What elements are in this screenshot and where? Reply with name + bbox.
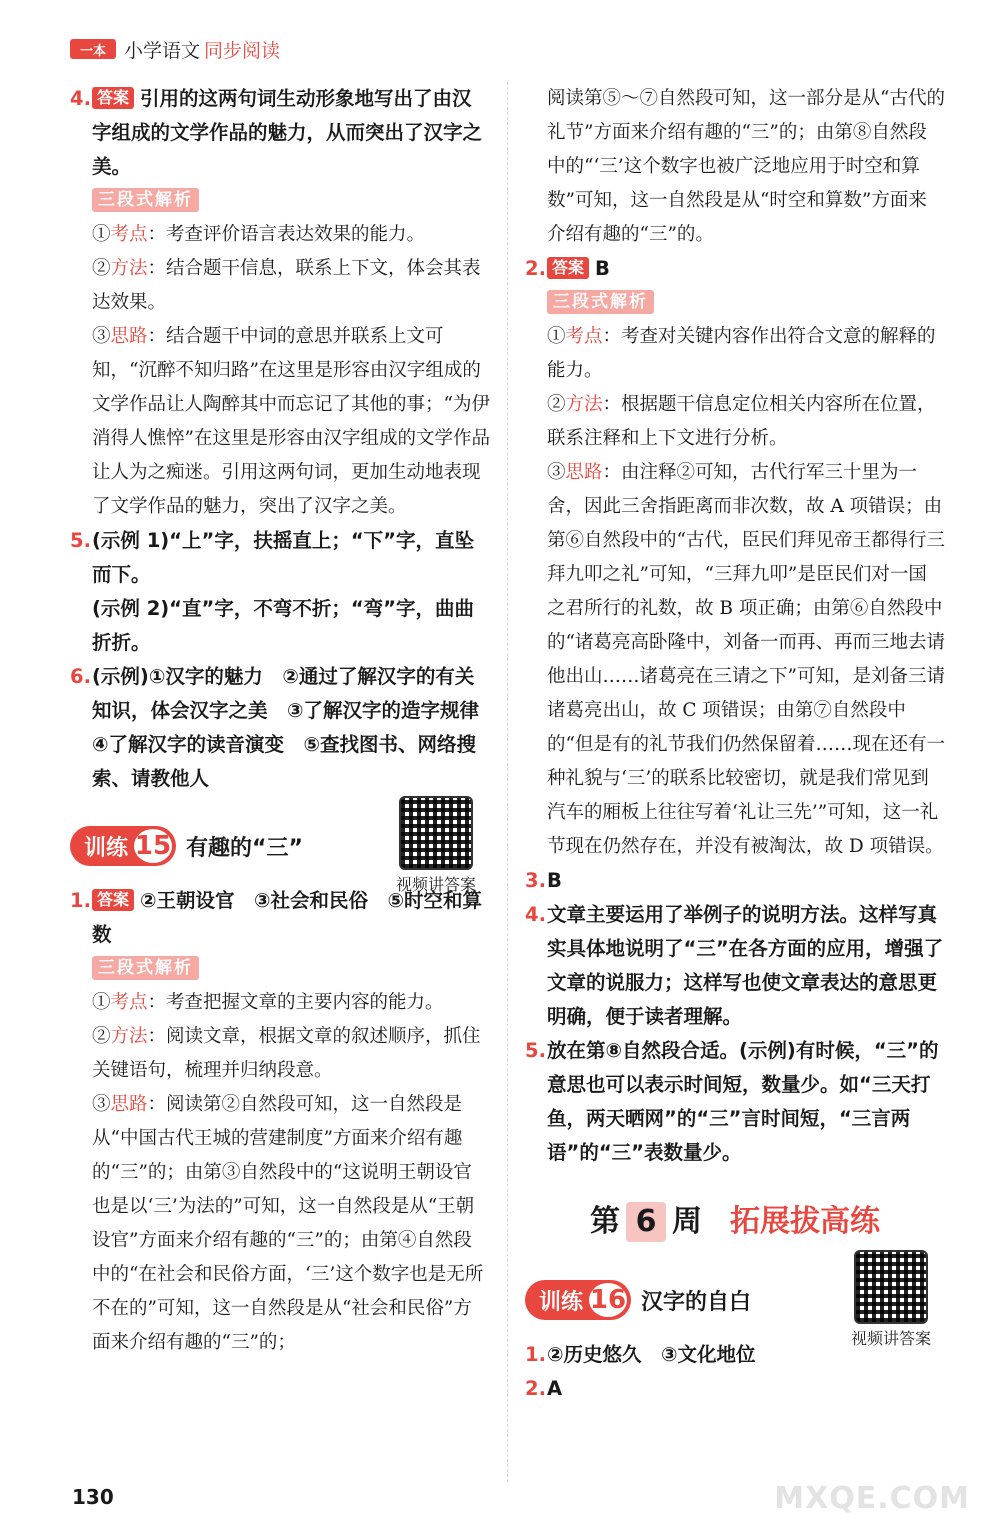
training-16-header xyxy=(525,1270,945,1348)
example-1: (示例 1)“上”字，扶摇直上；“下”字，直坠而下。 xyxy=(92,529,474,586)
point-kaodian: ①考点：考查对关键内容作出符合文意的解释的能力。 xyxy=(547,326,936,381)
fangfa-text: ：结合题干信息，联系上下文，体会其表达效果。 xyxy=(92,258,481,313)
qr-code-icon xyxy=(399,796,473,870)
page-number: 130 xyxy=(72,1485,114,1509)
qr-code[interactable] xyxy=(390,796,482,895)
silu-label: 思路 xyxy=(110,326,148,347)
question-number: 1. xyxy=(525,1343,546,1366)
kaodian-text: ：考查评价语言表达效果的能力。 xyxy=(147,224,426,245)
question-number: 2. xyxy=(525,1377,546,1400)
question-4 xyxy=(70,82,490,184)
question-number: 1. xyxy=(70,889,91,912)
t15-question-1 xyxy=(70,884,490,952)
point-silu: ③思路：由注释②可知，古代行军三十里为一舍，因此三舍指距离而非次数，故 A 项错误；由第⑥自然段中的“古代，臣民们拜见帝王都得行三拜九叩之礼”可知，“三拜九叩”是臣民们对一国之君所行的礼数，故 B 项正确；由第⑥自然段中的“诸葛亮高卧隆中，刘备一而再、再而三地去请他出山……诸葛亮在三请之下”可知，是刘备三请诸葛亮出山，故 C 项错误；由第⑦自然段中的“但是有的礼节我们仍然保留着……现在还有一种礼貌与‘三’的联系比较密切，就是我们常见到汽车的厢板上往往写着‘礼让三先’”可知，这一礼节现在仍然存在，并没有被淘汰，故 D 项错误。 xyxy=(547,462,945,857)
answer-badge: 答案 xyxy=(92,87,134,109)
fangfa-label: 方法 xyxy=(565,394,603,415)
answer-text: 放在第⑧自然段合适。(示例)有时候，“三”的意思也可以表示时间短，数量少。如“三天打鱼，两天晒网”的“三”言时间短，“三言两语”的“三”表数量少。 xyxy=(547,1039,939,1164)
fangfa-label: 方法 xyxy=(110,258,148,279)
answer-text: B xyxy=(547,869,562,892)
training-15-header xyxy=(70,816,490,894)
question-5 xyxy=(525,1034,945,1170)
fangfa-text: ：阅读文章，根据文章的叙述顺序，抓住关键语句，梳理并归纳段意。 xyxy=(92,1026,481,1081)
point-kaodian: ①考点：考查评价语言表达效果的能力。 xyxy=(92,224,426,245)
t16-question-1 xyxy=(525,1338,945,1372)
question-6 xyxy=(70,660,499,796)
three-step-badge: 三段式解析 xyxy=(92,188,199,212)
example-2: (示例 2)“直”字，不弯不折；“弯”字，曲曲折折。 xyxy=(92,597,474,654)
training-title: 有趣的“三” xyxy=(186,835,303,861)
column-divider xyxy=(507,82,508,1482)
fangfa-label: 方法 xyxy=(110,1026,148,1047)
book-title: 小学语文 xyxy=(124,39,201,62)
question-number: 4. xyxy=(525,903,546,926)
kaodian-label: 考点 xyxy=(110,992,148,1013)
week-prefix: 第 xyxy=(590,1204,620,1239)
kaodian-label: 考点 xyxy=(110,224,148,245)
question-number: 5. xyxy=(525,1039,546,1062)
question-5 xyxy=(70,524,490,660)
qr-code[interactable] xyxy=(845,1250,937,1349)
fangfa-text: ：根据题干信息定位相关内容所在位置，联系注释和上下文进行分析。 xyxy=(547,394,936,449)
t16-question-2 xyxy=(525,1372,945,1406)
week-title: 拓展拔高练 xyxy=(730,1204,880,1239)
book-subtitle: 同步阅读 xyxy=(204,39,281,62)
week-suffix: 周 xyxy=(672,1204,702,1239)
answer-text: B xyxy=(595,257,610,280)
answer-text: ②王朝设官 ③社会和民俗 ⑤时空和算数 xyxy=(92,889,483,946)
three-step-badge: 三段式解析 xyxy=(547,290,654,314)
week-heading xyxy=(525,1200,945,1244)
watermark: MXQE.COM xyxy=(774,1481,970,1516)
kaodian-label: 考点 xyxy=(565,326,603,347)
page-header xyxy=(70,32,280,66)
training-label: 训练 xyxy=(84,835,129,861)
point-fangfa: ②方法：结合题干信息，联系上下文，体会其表达效果。 xyxy=(92,258,481,313)
qr-code-icon xyxy=(854,1250,928,1324)
question-number: 3. xyxy=(525,869,546,892)
answer-badge: 答案 xyxy=(547,257,589,279)
silu-text: ：阅读第②自然段可知，这一自然段是从“中国古代王城的营建制度”方面来介绍有趣的“三”的；由第③自然段中的“这说明王朝设官也是以‘三’为法的”可知，这一自然段是从“王朝设官”方面来介绍有趣的“三”的；由第④自然段中的“在社会和民俗方面，‘三’这个数字也是无所不在的”可知，这一自然段是从“社会和民俗”方面来介绍有趣的“三”的； xyxy=(92,1094,484,1353)
question-2 xyxy=(525,252,945,286)
point-silu: ③思路：结合题干中词的意思并联系上文可知，“沉醉不知归路”在这里是形容由汉字组成的文学作品让人陶醉其中而忘记了其他的事；“为伊消得人憔悴”在这里是形容由汉字组成的文学作品让人为之痴迷。引用这两句词，更加生动地表现了文学作品的魅力，突出了汉字之美。 xyxy=(92,326,490,517)
kaodian-text: ：考查对关键内容作出符合文意的解释的能力。 xyxy=(547,326,936,381)
training-number: 16 xyxy=(589,1285,627,1315)
week-number: 6 xyxy=(626,1202,666,1242)
silu-label: 思路 xyxy=(110,1094,148,1115)
silu-label: 思路 xyxy=(565,462,603,483)
training-badge xyxy=(70,826,176,866)
question-4 xyxy=(525,898,945,1034)
qr-label: 视频讲答案 xyxy=(850,1329,931,1348)
qr-label: 视频讲答案 xyxy=(395,875,476,894)
left-column xyxy=(70,82,499,1360)
three-step-badge: 三段式解析 xyxy=(92,956,199,980)
silu-text: ：由注释②可知，古代行军三十里为一舍，因此三舍指距离而非次数，故 A 项错误；由第⑥自然段中的“古代，臣民们拜见帝王都得行三拜九叩之礼”可知，“三拜九叩”是臣民们对一国之君所行的礼数，故 B 项正确；由第⑥自然段中的“诸葛亮高卧隆中，刘备一而再、再而三地去请他出山……诸葛亮在三请之下”可知，是刘备三请诸葛亮出山，故 C 项错误；由第⑦自然段中的“但是有的礼节我们仍然保留着……现在还有一种礼貌与‘三’的联系比较密切，就是我们常见到汽车的厢板上往往写着‘礼让三先’”可知，这一礼节现在仍然存在，并没有被淘汰，故 D 项错误。 xyxy=(547,462,945,857)
silu-text: ：结合题干中词的意思并联系上文可知，“沉醉不知归路”在这里是形容由汉字组成的文学作品让人陶醉其中而忘记了其他的事；“为伊消得人憔悴”在这里是形容由汉字组成的文学作品让人为之痴迷。引用这两句词，更加生动地表现了文学作品的魅力，突出了汉字之美。 xyxy=(92,326,490,517)
training-badge xyxy=(525,1280,631,1320)
answer-text: 文章主要运用了举例子的说明方法。这样写真实具体地说明了“三”在各方面的应用，增强了文章的说服力；这样写也使文章表达的意思更明确，便于读者理解。 xyxy=(547,903,944,1028)
continued-text: 阅读第⑤～⑦自然段可知，这一部分是从“古代的礼节”方面来介绍有趣的“三”的；由第⑧自然段中的“‘三’这个数字也被广泛地应用于时空和算数”可知，这一自然段是从“时空和算数”方面来介绍有趣的“三”的。 xyxy=(547,88,945,245)
answer-badge: 答案 xyxy=(92,889,134,911)
right-column xyxy=(525,82,945,1406)
training-number: 15 xyxy=(134,831,172,861)
training-label: 训练 xyxy=(539,1289,584,1315)
question-3 xyxy=(525,864,945,898)
brand-logo: 一本 xyxy=(70,39,116,59)
question-number: 2. xyxy=(525,257,546,280)
question-number: 6. xyxy=(70,665,91,688)
question-number: 4. xyxy=(70,87,91,110)
training-title: 汉字的自白 xyxy=(641,1289,752,1315)
kaodian-text: ：考查把握文章的主要内容的能力。 xyxy=(147,992,444,1013)
answer-text: (示例)①汉字的魅力 ②通过了解汉字的有关知识，体会汉字之美 ③了解汉字的造字规律 ④了解汉字的读音演变 ⑤查找图书、网络搜索、请教他人 xyxy=(92,665,499,790)
answer-text: A xyxy=(547,1377,563,1400)
answer-text: 引用的这两句词生动形象地写出了由汉字组成的文学作品的魅力，从而突出了汉字之美。 xyxy=(92,87,483,178)
point-kaodian: ①考点：考查把握文章的主要内容的能力。 xyxy=(92,992,444,1013)
point-fangfa: ②方法：阅读文章，根据文章的叙述顺序，抓住关键语句，梳理并归纳段意。 xyxy=(92,1026,481,1081)
question-number: 5. xyxy=(70,529,91,552)
point-fangfa: ②方法：根据题干信息定位相关内容所在位置，联系注释和上下文进行分析。 xyxy=(547,394,936,449)
answer-text: ②历史悠久 ③文化地位 xyxy=(547,1343,756,1366)
point-silu: ③思路：阅读第②自然段可知，这一自然段是从“中国古代王城的营建制度”方面来介绍有趣的“三”的；由第③自然段中的“这说明王朝设官也是以‘三’为法的”可知，这一自然段是从“王朝设官”方面来介绍有趣的“三”的；由第④自然段中的“在社会和民俗方面，‘三’这个数字也是无所不在的”可知，这一自然段是从“社会和民俗”方面来介绍有趣的“三”的； xyxy=(92,1094,484,1353)
